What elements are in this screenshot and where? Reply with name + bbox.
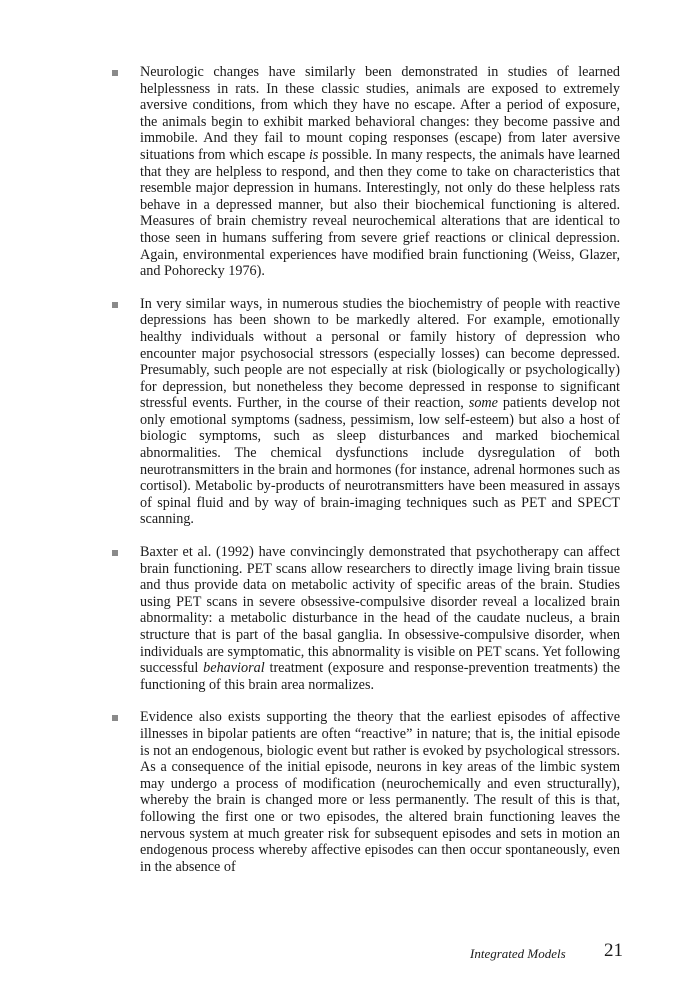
italic-text-segment: is [308, 146, 319, 163]
text-segment: patients develop not only emotional symptoms (sadness, pessimism, low self-esteem) but also a host of biologic symptoms, such as sleep disturbances and marked biochemical abnormalities. The chemical dysfunctions include dysregulation of both neurotransmitters in the brain and hormones (for instance, adrenal hormones such as cortisol). Metabolic by-products of neurotransmitters have been measured in assays of spinal fluid and by way of brain-imaging techniques such as PET and SPECT scanning. [140, 395, 620, 528]
text-segment: possible. In many respects, the animals have learned that they are helpless to respond, and then they come to take on characteristics that resemble major depression in humans. Interestingly, not only do these helpless rats behave in a depressed manner, but also their biochemical functioning is altered. Measures of brain chemistry reveal neurochemical alterations that are identical to those seen in humans suffering from severe grief reactions or clinical depression. Again, environmental experiences have modified brain functioning (Weiss, Glazer, and Pohorecky 1976). [140, 146, 620, 280]
bullet-paragraph-2 [110, 296, 620, 528]
text-segment: Evidence also exists supporting the theory that the earliest episodes of affective illnesses in bipolar patients are often “reactive” in nature; that is, the initial episode is not an endogenous, biologic event but rather is evoked by psychological stressors. As a consequence of the initial episode, neurons in key areas of the limbic system may undergo a process of modification (neurochemically and even structurally), whereby the brain is changed more or less permanently. The result of this is that, following the first one or two episodes, the altered brain functioning leaves the nervous system at much greater risk for subsequent episodes and sets in motion an endogenous process whereby affective episodes can then occur spontaneously, even in the absence of [140, 709, 620, 875]
running-footer-title: Integrated Models [470, 946, 566, 961]
bullet-paragraph-4 [110, 709, 620, 875]
bullet-list [110, 64, 620, 891]
bullet-paragraph-1 [110, 64, 620, 280]
bullet-paragraph-3 [110, 544, 620, 693]
italic-text-segment: some [468, 395, 498, 412]
italic-text-segment: behavioral [203, 660, 265, 677]
text-segment: Neurologic changes have similarly been demonstrated in studies of learned helplessness in rats. In these classic studies, animals are exposed to extremely aversive conditions, from which they have no escape. After a period of exposure, the animals begin to exhibit marked behavioral changes: they become passive and immobile. And they fail to mount coping responses (escape) from later aversive situations from which escape [140, 64, 620, 163]
square-bullet-icon [112, 70, 118, 76]
page-number: 21 [604, 940, 623, 961]
text-segment: treatment (exposure and response-prevention treatments) the functioning of this brain area normalizes. [140, 660, 620, 693]
text-segment: In very similar ways, in numerous studies the biochemistry of people with reactive depressions has been shown to be markedly altered. For example, emotionally healthy individuals without a personal or family history of depression who encounter major psychosocial stressors (especially losses) can become depressed. Presumably, such people are not especially at risk (biologically or psychologically) for depression, but nonetheless they become depressed in response to significant stressful events. Further, in the course of their reaction, [140, 295, 620, 412]
square-bullet-icon [112, 550, 118, 556]
paragraph-text [140, 709, 620, 874]
paragraph-text [140, 64, 620, 279]
text-segment: Baxter et al. (1992) have convincingly demonstrated that psychotherapy can affect brain functioning. PET scans allow researchers to directly image living brain tissue and thus provide data on metabolic activity of specific areas of the brain. Studies using PET scans in severe obsessive-compulsive disorder reveal a localized brain abnormality: a metabolic disturbance in the head of the caudate nucleus, a brain structure that is part of the basal ganglia. In obsessive-compulsive disorder, when individuals are symptomatic, this abnormality is visible on PET scans. Yet following successful [140, 544, 620, 677]
square-bullet-icon [112, 715, 118, 721]
paragraph-text [140, 544, 620, 693]
paragraph-text [140, 296, 620, 528]
square-bullet-icon [112, 302, 118, 308]
